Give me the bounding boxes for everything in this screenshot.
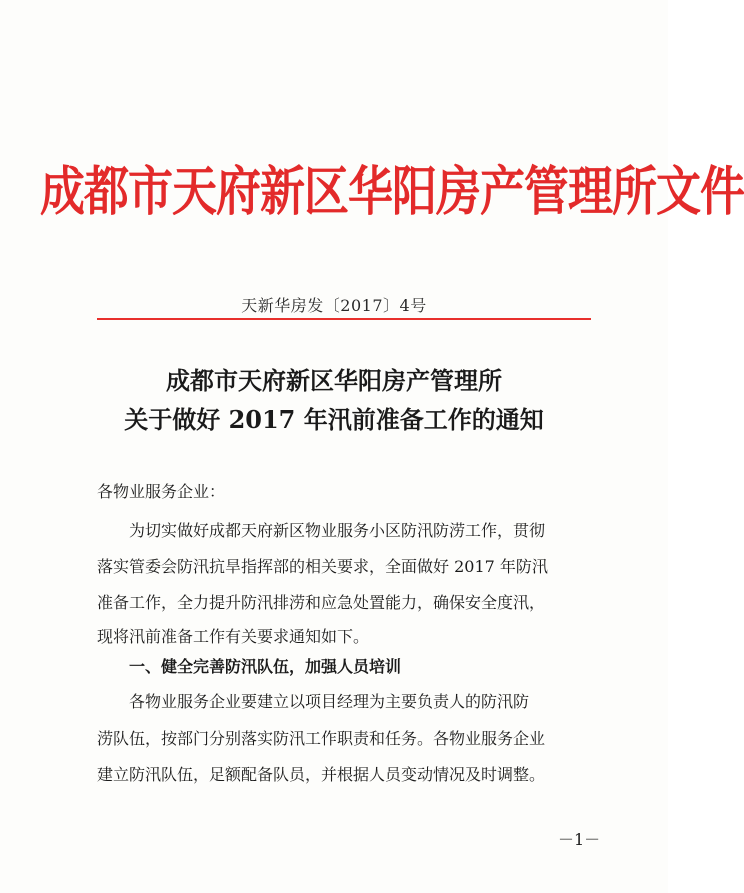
document-title-line-1: 成都市天府新区华阳房产管理所 bbox=[166, 366, 502, 395]
salutation: 各物业服务企业： bbox=[97, 482, 226, 501]
document-number: 天新华房发〔2017〕4号 bbox=[241, 296, 427, 315]
paragraph-2-line: 建立防汛队伍，足额配备队员，并根据人员变动情况及时调整。 bbox=[97, 765, 546, 784]
section-1-heading: 一、健全完善防汛队伍，加强人员培训 bbox=[129, 657, 402, 676]
red-separator-rule bbox=[97, 318, 591, 320]
paragraph-1-line: 为切实做好成都天府新区物业服务小区防汛防涝工作，贯彻 bbox=[129, 521, 546, 540]
paragraph-1-line: 现将汛前准备工作有关要求通知如下。 bbox=[97, 627, 370, 646]
letterhead-issuer: 成都市天府新区华阳房产管理所文件 bbox=[40, 160, 744, 223]
page-number: －1－ bbox=[558, 830, 601, 849]
paragraph-1-line: 落实管委会防汛抗旱指挥部的相关要求，全面做好 2017 年防汛 bbox=[97, 557, 548, 576]
paragraph-1-line: 准备工作，全力提升防汛排涝和应急处置能力，确保安全度汛， bbox=[97, 593, 546, 612]
paragraph-2-line: 各物业服务企业要建立以项目经理为主要负责人的防汛防 bbox=[129, 692, 530, 711]
paragraph-2-line: 涝队伍，按部门分别落实防汛工作职责和任务。各物业服务企业 bbox=[97, 729, 546, 748]
document-title-line-2: 关于做好 2017 年汛前准备工作的通知 bbox=[124, 405, 544, 434]
